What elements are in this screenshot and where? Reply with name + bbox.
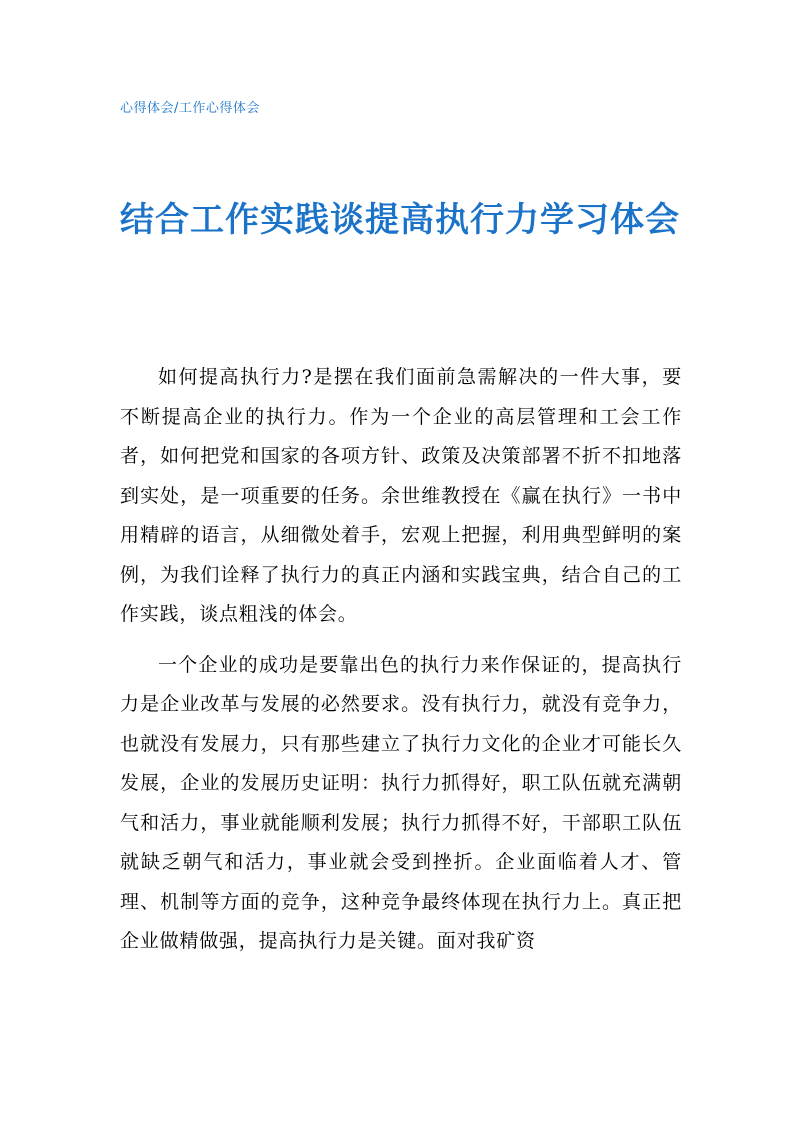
paragraph-1: 如何提高执行力?是摆在我们面前急需解决的一件大事，要不断提高企业的执行力。作为一个企业的高层管理和工会工作者，如何把党和国家的各项方针、政策及决策部署不折不扣地落到实处，是一项重要的任务。余世维教授在《赢在执行》一书中用精辟的语言，从细微处着手，宏观上把握，利用典型鲜明的案例，为我们诠释了执行力的真正内涵和实践宝典，结合自己的工作实践，谈点粗浅的体会。	[120, 366, 682, 625]
paragraph-2: 一个企业的成功是要靠出色的执行力来作保证的，提高执行力是企业改革与发展的必然要求。没有执行力，就没有竞争力，也就没有发展力，只有那些建立了执行力文化的企业才可能长久发展，企业的发展历史证明：执行力抓得好，职工队伍就充满朝气和活力，事业就能顺利发展；执行力抓得不好，干部职工队伍就缺乏朝气和活力，事业就会受到挫折。企业面临着人才、管理、机制等方面的竞争，这种竞争最终体现在执行力上。真正把企业做精做强，提高执行力是关键。面对我矿资	[120, 653, 682, 952]
document-title: 结合工作实践谈提高执行力学习体会	[120, 200, 680, 240]
document-body	[120, 358, 682, 973]
breadcrumb[interactable]: 心得体会/工作心得体会	[120, 101, 260, 116]
